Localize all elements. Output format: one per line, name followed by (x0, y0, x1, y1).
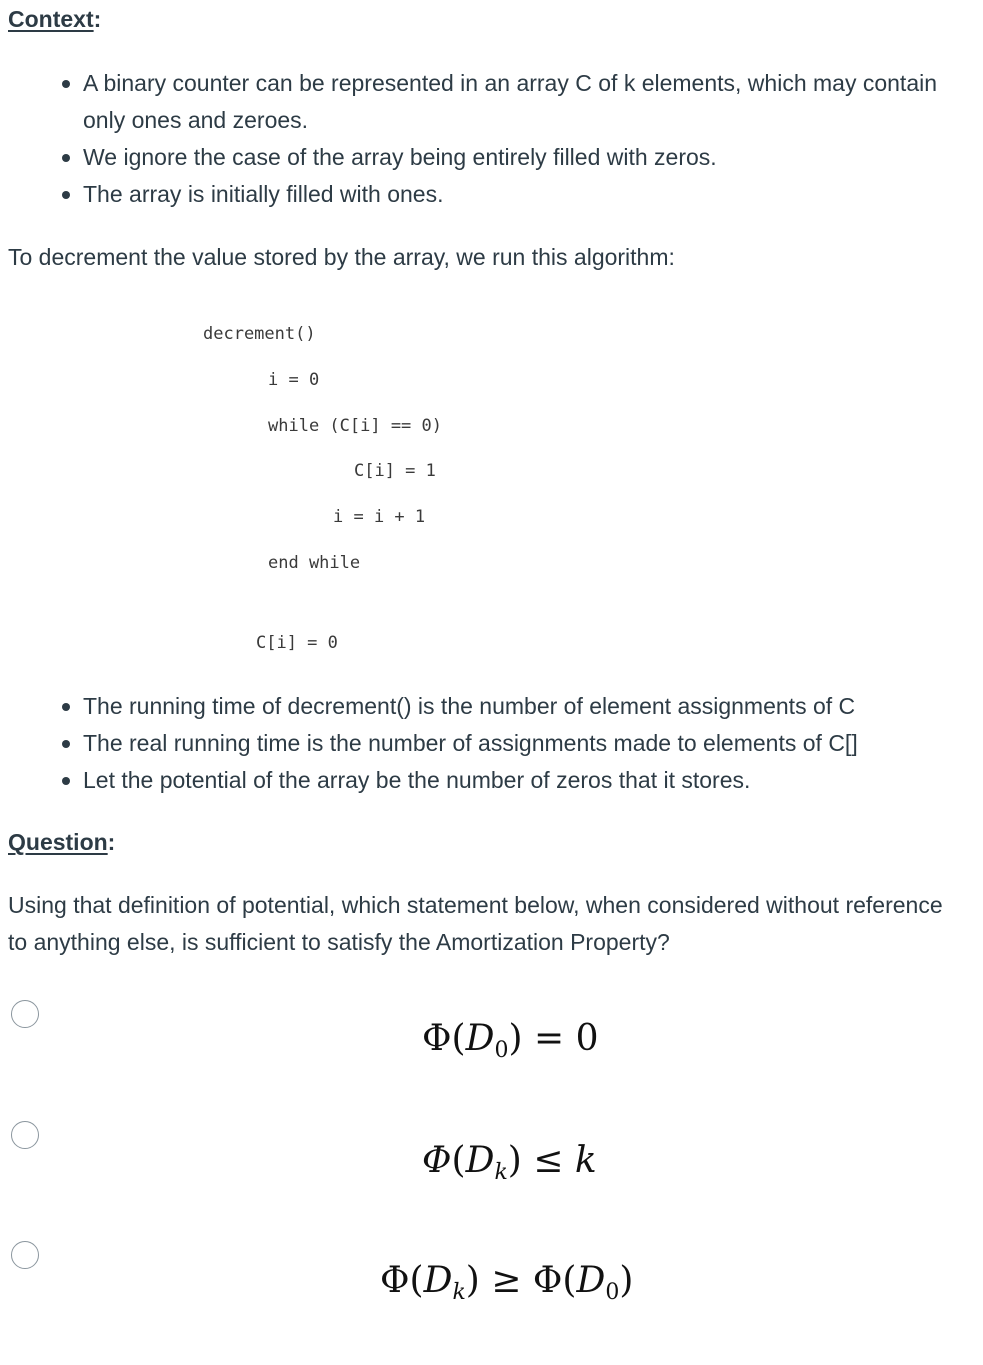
relation-symbol: ≤ (533, 1140, 564, 1181)
subscript: k (494, 1160, 508, 1185)
code-line: C[i] = 1 (354, 461, 436, 481)
paren: ( (562, 1260, 577, 1301)
context-bullet: The array is initially filled with ones. (0, 176, 953, 213)
notes-bullet: Let the potential of the array be the number of zeros that it stores. (0, 762, 953, 799)
question-heading (8, 829, 115, 856)
notes-bullet-list (0, 688, 953, 799)
paren: ( (451, 1018, 466, 1059)
code-line: C[i] = 0 (256, 633, 338, 653)
d-symbol: D (465, 1140, 495, 1181)
context-heading (8, 6, 101, 33)
k-symbol: k (574, 1140, 597, 1181)
code-line: i = i + 1 (333, 507, 426, 527)
subscript: 0 (605, 1280, 620, 1305)
phi-symbol: Φ (532, 1260, 563, 1301)
d-symbol: D (423, 1260, 453, 1301)
d-symbol: D (576, 1260, 606, 1301)
context-heading-label: Context (8, 6, 94, 32)
code-line: i = 0 (268, 370, 320, 390)
option-3-radio[interactable] (11, 1241, 39, 1269)
phi-symbol: Φ (380, 1260, 410, 1301)
subscript: k (452, 1280, 466, 1305)
option-3-formula[interactable] (380, 1260, 633, 1305)
phi-symbol: Φ (422, 1018, 452, 1059)
option-1-text (0, 0, 1, 1)
option-formula-text-list (0, 0, 1, 1)
question-text: Using that definition of potential, which statement below, when considered without reference to anything else, is sufficient to satisfy the Amortization Property? (8, 892, 943, 955)
code-line: decrement() (203, 324, 316, 344)
context-heading-colon: : (93, 6, 102, 32)
number: 0 (575, 1018, 599, 1059)
option-1-formula[interactable] (422, 1018, 598, 1063)
paren: ) (619, 1260, 634, 1301)
question-heading-colon: : (107, 829, 116, 855)
notes-bullet: The real running time is the number of assignments made to elements of C[] (0, 725, 953, 762)
paren: ) (508, 1018, 523, 1059)
option-1-radio[interactable] (11, 1000, 39, 1028)
context-bullet: We ignore the case of the array being entirely filled with zeros. (0, 139, 953, 176)
algorithm-intro: To decrement the value stored by the array, we run this algorithm: (8, 244, 675, 270)
phi-symbol: Φ (422, 1140, 452, 1181)
relation-symbol: = (533, 1018, 565, 1059)
option-2-radio[interactable] (11, 1121, 39, 1149)
relation-symbol: ≥ (491, 1260, 522, 1301)
option-2-formula[interactable] (422, 1140, 597, 1185)
subscript: 0 (494, 1038, 509, 1063)
paren: ) (507, 1140, 522, 1181)
code-line: while (C[i] == 0) (268, 416, 442, 436)
d-symbol: D (465, 1018, 495, 1059)
notes-bullet: The running time of decrement() is the number of element assignments of C (0, 688, 953, 725)
paren: ( (409, 1260, 424, 1301)
paren: ) (465, 1260, 480, 1301)
question-heading-label: Question (8, 829, 108, 855)
context-bullet-list (0, 65, 953, 213)
context-bullet: A binary counter can be represented in an array C of k elements, which may contain only ones and zeroes. (0, 65, 953, 139)
code-line: end while (268, 553, 361, 573)
paren: ( (451, 1140, 466, 1181)
